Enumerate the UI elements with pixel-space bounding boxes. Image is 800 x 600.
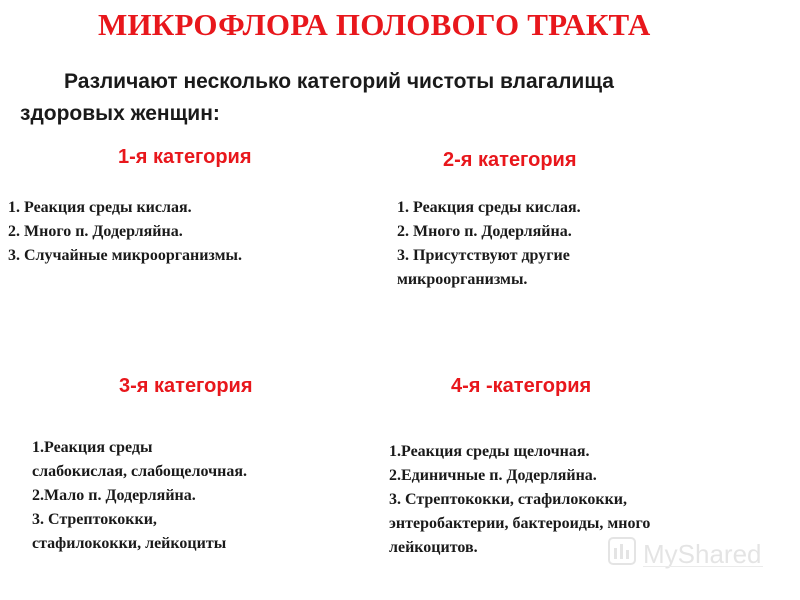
slide-title: МИКРОФЛОРА ПОЛОВОГО ТРАКТА (98, 7, 651, 42)
category-3-title: 3-я категория (119, 375, 253, 397)
category-2-list (397, 196, 767, 292)
list-item: 1.Реакция среды (32, 439, 153, 456)
list-item: микроорганизмы. (397, 271, 528, 288)
list-item: 2.Единичные п. Додерляйна. (389, 467, 597, 484)
list-item: 1. Реакция среды кислая. (8, 199, 192, 216)
myshared-logo-icon (607, 536, 637, 571)
category-3-list (32, 436, 382, 556)
category-1-title: 1-я категория (118, 146, 252, 168)
list-item: 3. Стрептококки, (32, 511, 157, 528)
list-item: 1. Реакция среды кислая. (397, 199, 581, 216)
list-item: слабокислая, слабощелочная. (32, 463, 247, 480)
category-1-list (8, 196, 368, 268)
list-item: 1.Реакция среды щелочная. (389, 443, 590, 460)
list-item: 2. Много п. Додерляйна. (397, 223, 572, 240)
watermark-text: MyShared (643, 538, 762, 569)
list-item: энтеробактерии, бактероиды, много (389, 515, 651, 532)
list-item: 3. Стрептококки, стафилококки, (389, 491, 628, 508)
list-item: 2.Мало п. Додерляйна. (32, 487, 196, 504)
watermark (607, 536, 762, 571)
watermark-underline (643, 566, 763, 567)
category-2-title: 2-я категория (443, 149, 577, 171)
list-item: стафилококки, лейкоциты (32, 535, 227, 552)
list-item: лейкоцитов. (389, 539, 478, 556)
list-item: 2. Много п. Додерляйна. (8, 223, 183, 240)
category-4-title: 4-я -категория (451, 375, 592, 397)
intro-text (20, 66, 760, 130)
list-item: 3. Случайные микроорганизмы. (8, 247, 243, 264)
list-item: 3. Присутствуют другие (397, 247, 570, 264)
intro-line-1: Различают несколько категорий чистоты влагалища (64, 70, 614, 93)
intro-line-2: здоровых женщин: (20, 102, 220, 125)
